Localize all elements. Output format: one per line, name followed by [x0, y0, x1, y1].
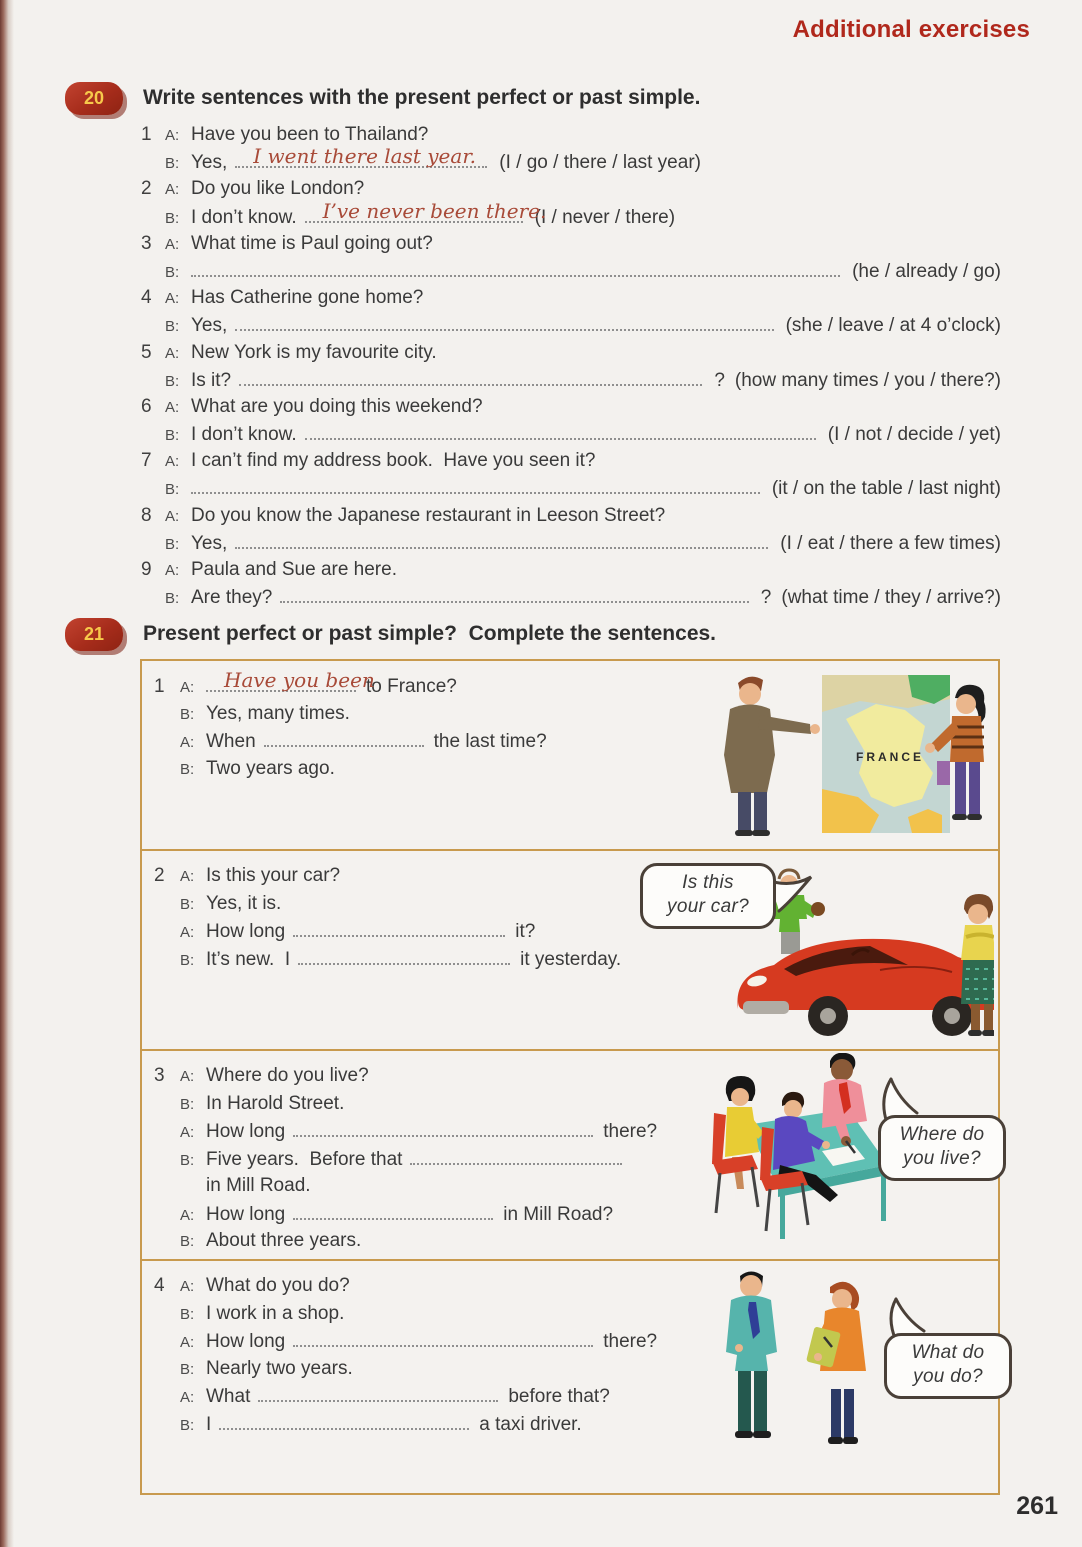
answer-blank[interactable] [293, 1330, 593, 1347]
answer-blank[interactable] [235, 532, 768, 549]
item-number: 4 [154, 1275, 165, 1296]
hint-text: (I / go / there / last year) [499, 152, 701, 174]
dialogue-text: I don’t know. [191, 424, 297, 446]
speaker-label: B: [180, 1305, 195, 1323]
hint-text: (she / leave / at 4 o’clock) [785, 315, 1001, 337]
item-number: 9 [141, 559, 152, 580]
dialogue-text: How long [206, 1331, 286, 1352]
speaker-label: B: [165, 372, 180, 390]
dialogue-text: it yesterday. [520, 948, 622, 970]
dialogue-text: Yes, many times. [206, 702, 350, 724]
answer-blank[interactable] [298, 948, 510, 965]
item-number: 1 [154, 676, 165, 697]
dialogue-line-b [141, 423, 1001, 450]
answer-blank[interactable] [219, 1413, 469, 1430]
speaker-label: B: [165, 427, 180, 445]
speaker-label: B: [165, 481, 180, 499]
dialogue-line-b [141, 532, 1001, 559]
speech-bubble [640, 863, 776, 929]
page-number: 261 [1016, 1492, 1058, 1520]
speaker-label: B: [180, 705, 195, 723]
dialogue-text: I don’t know. [191, 206, 297, 228]
speaker-label: B: [180, 760, 195, 778]
exercise-21-badge: 21 [65, 618, 123, 651]
dialogue-text: Yes, [191, 532, 228, 554]
speaker-label: A: [180, 1334, 195, 1351]
answer-blank[interactable] [191, 477, 760, 494]
dialogue-text: Yes, [191, 152, 228, 174]
section-3-interview [142, 1049, 998, 1259]
speaker-label: A: [165, 235, 180, 253]
dialogue-text: to France? [366, 676, 457, 697]
dialogue-text: Is this your car? [206, 865, 341, 886]
speech-bubble [884, 1333, 1012, 1399]
dialogue-text: How long [206, 921, 286, 942]
dialogue-text: Paula and Sue are here. [191, 559, 397, 580]
speaker-label: B: [165, 209, 180, 227]
question-mark: ? [760, 587, 772, 609]
section-2-car [142, 849, 998, 1049]
dialogue-text: Nearly two years. [206, 1357, 353, 1379]
page-header: Additional exercises [792, 16, 1030, 43]
dialogue-text: it? [515, 921, 536, 942]
bubble-text: you live? [903, 1148, 981, 1169]
answer-blank[interactable] [191, 260, 840, 277]
dialogue-text: Do you know the Japanese restaurant in Leeson Street? [191, 504, 666, 526]
handwritten-answer: Have you been [224, 668, 375, 692]
speaker-label: B: [165, 590, 180, 608]
item-number: 3 [154, 1065, 165, 1086]
speaker-label: A: [180, 1278, 195, 1295]
bubble-text: What do [911, 1342, 985, 1363]
dialogue-text: Have you been to Thailand? [191, 124, 429, 145]
map-label: FRANCE [856, 750, 924, 764]
dialogue-text: the last time? [433, 731, 547, 752]
speaker-label: A: [180, 679, 195, 696]
dialogue-text: It’s new. I [206, 948, 291, 970]
dialogue-text: I work in a shop. [206, 1302, 345, 1324]
dialogue-line-a [141, 505, 1001, 532]
answer-blank[interactable] [293, 1120, 593, 1137]
dialogue-text: New York is my favourite city. [191, 341, 437, 363]
speaker-label: B: [165, 263, 180, 281]
answer-blank[interactable] [293, 920, 505, 937]
dialogue-line-b [141, 369, 1001, 396]
dialogue-text: in Mill Road. [206, 1175, 311, 1196]
section-1-france [142, 661, 998, 849]
speaker-label: B: [180, 1233, 195, 1250]
dialogue-text: Is it? [191, 369, 232, 391]
dialogue-text: Yes, it is. [206, 892, 282, 914]
bubble-text: Is this [682, 872, 734, 893]
dialogue-line-a [141, 396, 1001, 423]
speaker-label: A: [180, 734, 195, 751]
dialogue-text: Five years. Before that [206, 1148, 403, 1170]
answer-blank[interactable] [293, 1203, 493, 1220]
dialogue-text: a taxi driver. [479, 1413, 582, 1435]
dialogue-text: Are they? [191, 587, 273, 609]
dialogue-text: in Mill Road? [503, 1203, 614, 1225]
speaker-label: B: [165, 318, 180, 336]
dialogue-text: Yes, [191, 315, 228, 337]
question-mark: ? [714, 369, 725, 391]
dialogue-line-b [141, 314, 1001, 341]
answer-blank[interactable] [239, 369, 702, 386]
dialogue-text: What do you do? [206, 1275, 350, 1296]
dialogue-text: When [206, 731, 256, 752]
speaker-label: A: [180, 1389, 195, 1406]
answer-blank[interactable] [235, 314, 773, 331]
dialogue-text: How long [206, 1203, 286, 1225]
exercise-20-badge: 20 [65, 82, 123, 115]
speaker-label: A: [165, 127, 180, 144]
dialogue-line-b [141, 198, 1001, 233]
dialogue-text: What are you doing this weekend? [191, 395, 483, 417]
hint-text: (I / not / decide / yet) [827, 424, 1001, 446]
speaker-label: B: [180, 951, 195, 969]
answer-blank[interactable] [258, 1385, 498, 1402]
dialogue-line-b [141, 477, 1001, 504]
answer-blank[interactable] [280, 586, 748, 603]
item-number: 7 [141, 450, 152, 472]
dialogue-line-b [141, 586, 1001, 613]
hint-text: (it / on the table / last night) [771, 478, 1001, 500]
bubble-text: your car? [667, 896, 749, 917]
exercise-21 [65, 618, 1020, 1495]
dialogue-text: there? [603, 1121, 658, 1142]
dialogue-line-a [141, 450, 1001, 477]
dialogue-line-a [141, 559, 1001, 586]
speaker-label: A: [165, 562, 180, 579]
item-number: 6 [141, 395, 152, 417]
dialogue-line-a [141, 178, 1001, 205]
item-number: 2 [141, 178, 152, 200]
bubble-text: Where do [899, 1124, 985, 1145]
answer-blank[interactable] [264, 730, 424, 747]
speaker-label: A: [180, 924, 195, 941]
dialogue-line-a [141, 287, 1001, 314]
dialogue-text: Where do you live? [206, 1065, 369, 1086]
speaker-label: A: [180, 1068, 195, 1085]
dialogue-text: I can’t find my address book. Have you seen it? [191, 450, 596, 472]
speaker-label: B: [165, 535, 180, 553]
hint-text: (I / never / there) [534, 206, 676, 228]
dialogue-text: In Harold Street. [206, 1092, 345, 1114]
item-number: 5 [141, 341, 152, 363]
dialogue-line-a [141, 342, 1001, 369]
dialogue-text: Do you like London? [191, 178, 365, 200]
dialogue-text: About three years. [206, 1230, 362, 1251]
dialogue-line-a [141, 233, 1001, 260]
speaker-label: A: [165, 507, 180, 525]
dialogue-text: I [206, 1413, 212, 1435]
bubble-text: you do? [913, 1366, 983, 1387]
handwritten-answer: I’ve never been there. [322, 198, 547, 223]
speaker-label: A: [165, 290, 180, 308]
speaker-label: B: [180, 895, 195, 913]
answer-blank[interactable] [235, 144, 487, 169]
speaker-label: A: [165, 453, 180, 471]
speaker-label: B: [180, 1416, 195, 1434]
dialogue-text: Two years ago. [206, 757, 335, 779]
speaker-label: A: [165, 344, 180, 362]
hint-text: (how many times / you / there?) [734, 369, 1001, 391]
answer-blank[interactable] [410, 1148, 622, 1165]
item-number: 2 [154, 865, 165, 886]
dialogue-text: What [206, 1386, 251, 1407]
exercise-21-title: Present perfect or past simple? Complete the sentences. [143, 622, 717, 645]
answer-blank[interactable] [206, 668, 375, 692]
section-4-job [142, 1259, 998, 1493]
speaker-label: B: [180, 1095, 195, 1113]
answer-blank[interactable] [305, 198, 547, 223]
dialogue-line-b [141, 144, 1001, 178]
item-number: 1 [141, 124, 152, 145]
exercise-20-title: Write sentences with the present perfect or past simple. [143, 86, 701, 109]
hint-text: (I / eat / there a few times) [780, 532, 1001, 554]
answer-blank[interactable] [305, 423, 816, 440]
speaker-label: B: [180, 1151, 195, 1169]
speaker-label: B: [165, 155, 180, 173]
dialogue-text: How long [206, 1121, 286, 1142]
speaker-label: A: [180, 1124, 195, 1141]
dialogue-line-b [141, 260, 1001, 287]
hint-text: (he / already / go) [852, 260, 1001, 282]
item-number: 3 [141, 232, 152, 254]
handwritten-answer: I went there last year. [253, 144, 477, 169]
speaker-label: A: [180, 868, 195, 885]
hint-text: (what time / they / arrive?) [781, 587, 1001, 609]
speaker-label: A: [165, 181, 180, 199]
dialogue-text: Has Catherine gone home? [191, 287, 424, 309]
exercise-20-items [141, 124, 1001, 613]
speaker-label: B: [180, 1360, 195, 1378]
speech-bubble [878, 1115, 1006, 1181]
exercise-20 [65, 82, 1020, 613]
exercise-21-box [140, 659, 1000, 1495]
book-spine-edge [0, 0, 14, 1547]
dialogue-text: before that? [508, 1386, 610, 1407]
item-number: 8 [141, 504, 152, 526]
item-number: 4 [141, 287, 152, 309]
dialogue-text: What time is Paul going out? [191, 232, 433, 254]
speaker-label: A: [165, 398, 180, 416]
speaker-label: A: [180, 1206, 195, 1224]
dialogue-text: there? [603, 1331, 658, 1352]
